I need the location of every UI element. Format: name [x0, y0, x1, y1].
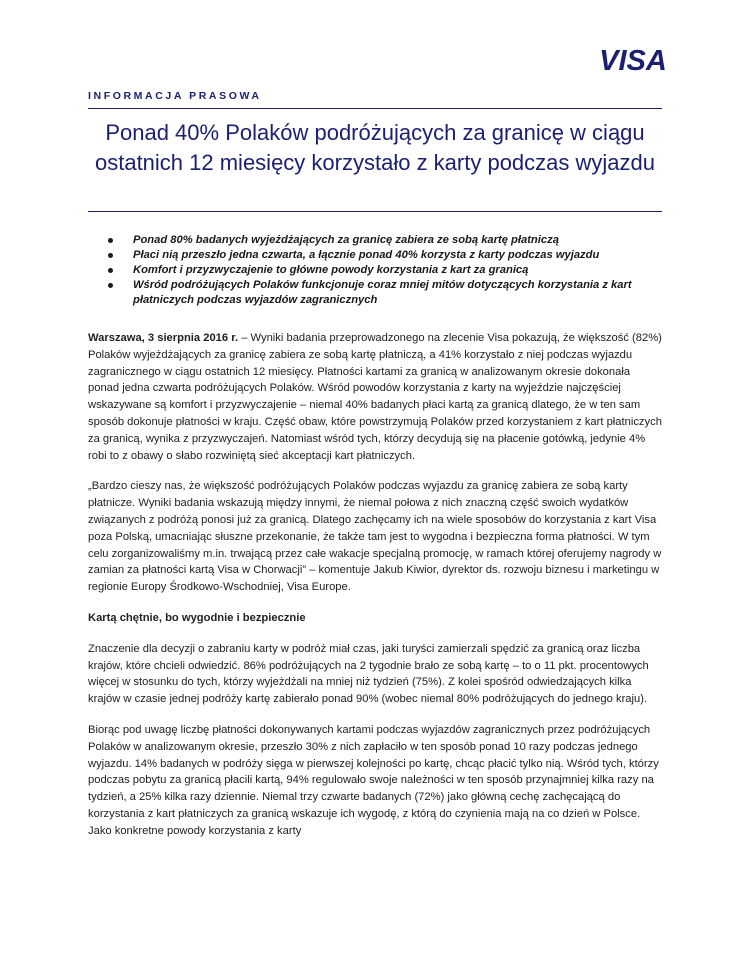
title-top-rule — [88, 108, 662, 109]
list-item: Ponad 80% badanych wyjeżdżających za granicę zabiera ze sobą kartę płatniczą — [100, 233, 660, 248]
press-release-label: INFORMACJA PRASOWA — [88, 90, 262, 102]
page-title: Ponad 40% Polaków podróżujących za granicę w ciągu ostatnich 12 miesięcy korzystało z karty podczas wyjazdu — [94, 120, 655, 175]
article-body — [88, 330, 664, 854]
paragraph: Warszawa, 3 sierpnia 2016 r. – Wyniki badania przeprowadzonego na zlecenie Visa pokazują, że większość (82%) Polaków wyjeżdżających za granicę zabiera ze sobą kartę płatniczą, a 41% korzystało z niej podczas wyjazdu zagranicznego w ciągu ostatnich 12 miesięcy. Płatności kartami za granicą w analizowanym okresie dokonała ponad jedna czwarta podróżujących Polaków. Wśród powodów korzystania z karty na wyjeździe najczęściej wskazywane są komfort i przyzwyczajenie – niemal 40% badanych płaci kartą za granicą dlatego, że w ten sam sposób dokonuje płatności w kraju. Część obaw, które powstrzymują Polaków przed korzystaniem z kart płatniczych za granicą, wynika z przyzwyczajeń. Natomiast wśród tych, którzy decydują się na płacenie gotówką, jedynie 4% robi to z obawy o słabo rozwiniętą sieć akceptacji kart płatniczych. — [88, 332, 662, 462]
visa-logo — [598, 40, 668, 80]
list-item: Komfort i przyzwyczajenie to główne powody korzystania z kart za granicą — [100, 263, 660, 278]
quote-paragraph: „Bardzo cieszy nas, że większość podróżujących Polaków podczas wyjazdu za granicę zabiera ze sobą karty płatnicze. Wyniki badania wskazują między innymi, że niemal połowa z nich znaczną część swoich wydatków związanych z podróżą ponosi już za granicą. Dlatego zachęcamy ich na wiele sposobów do korzystania z kart Visa poza Polską, umacniając słuszne przekonanie, że także tam jest to wygodna i bezpieczna forma płatności. W tym celu zorganizowaliśmy m.in. trwającą przez całe wakacje specjalną promocję, w ramach której oferujemy nagrody w zamian za płatności kartą Visa w Chorwacji” – komentuje Jakub Kiwior, dyrektor ds. rozwoju biznesu i marketingu w regionie Europy Środkowo-Wschodniej, Visa Europe. — [88, 480, 662, 594]
title-bottom-rule — [88, 211, 662, 212]
paragraph: Znaczenie dla decyzji o zabraniu karty w podróż miał czas, jaki turyści zamierzali spędzić za granicą oraz liczba krajów, które chcieli odwiedzić. 86% podróżujących na 2 tygodnie brało ze sobą kartę – to o 11 pkt. procentowych więcej w stosunku do tych, którzy wyjeżdżali na mniej niż tydzień (75%). Z kolei spośród odwiedzających kilka krajów w czasie jednej podróży kartę zabierało ponad 90% (wobec niemal 80% podróżujących do jednego kraju). — [88, 642, 649, 706]
bullet-icon — [108, 283, 113, 288]
bullet-icon — [108, 238, 113, 243]
key-points-list — [100, 233, 660, 308]
bullet-icon — [108, 268, 113, 273]
paragraph: Biorąc pod uwagę liczbę płatności dokonywanych kartami podczas wyjazdów zagranicznych przez podróżujących Polaków w analizowanym okresie, przeszło 30% z nich zapłaciło w ten sposób ponad 10 razy podczas jednego wyjazdu. 14% badanych w podróży sięga w pierwszej kolejności po kartę, chcąc płacić tylko nią. Wśród tych, którzy podczas pobytu za granicą płacili kartą, 94% regulowało swoje należności w ten sposób przynajmniej kilka razy na tydzień, a 25% kilka razy dziennie. Niemal trzy czwarte badanych (72%) jako główną cechę zachęcającą do korzystania z kart płatniczych za granicą wskazuje ich wygodę, z którą do czynienia mają na co dzień w Polsce. Jako konkretne powody korzystania z karty — [88, 723, 659, 837]
list-item: Płaci nią przeszło jedna czwarta, a łącznie ponad 40% korzysta z karty podczas wyjazdu — [100, 248, 660, 263]
list-item: Wśród podróżujących Polaków funkcjonuje coraz mniej mitów dotyczących korzystania z kart płatniczych podczas wyjazdów zagranicznych — [100, 278, 660, 308]
bullet-icon — [108, 253, 113, 258]
section-heading: Kartą chętnie, bo wygodnie i bezpiecznie — [88, 611, 306, 624]
dateline: Warszawa, 3 sierpnia 2016 r. — [88, 332, 239, 344]
visa-logo-text: VISA — [599, 45, 667, 77]
